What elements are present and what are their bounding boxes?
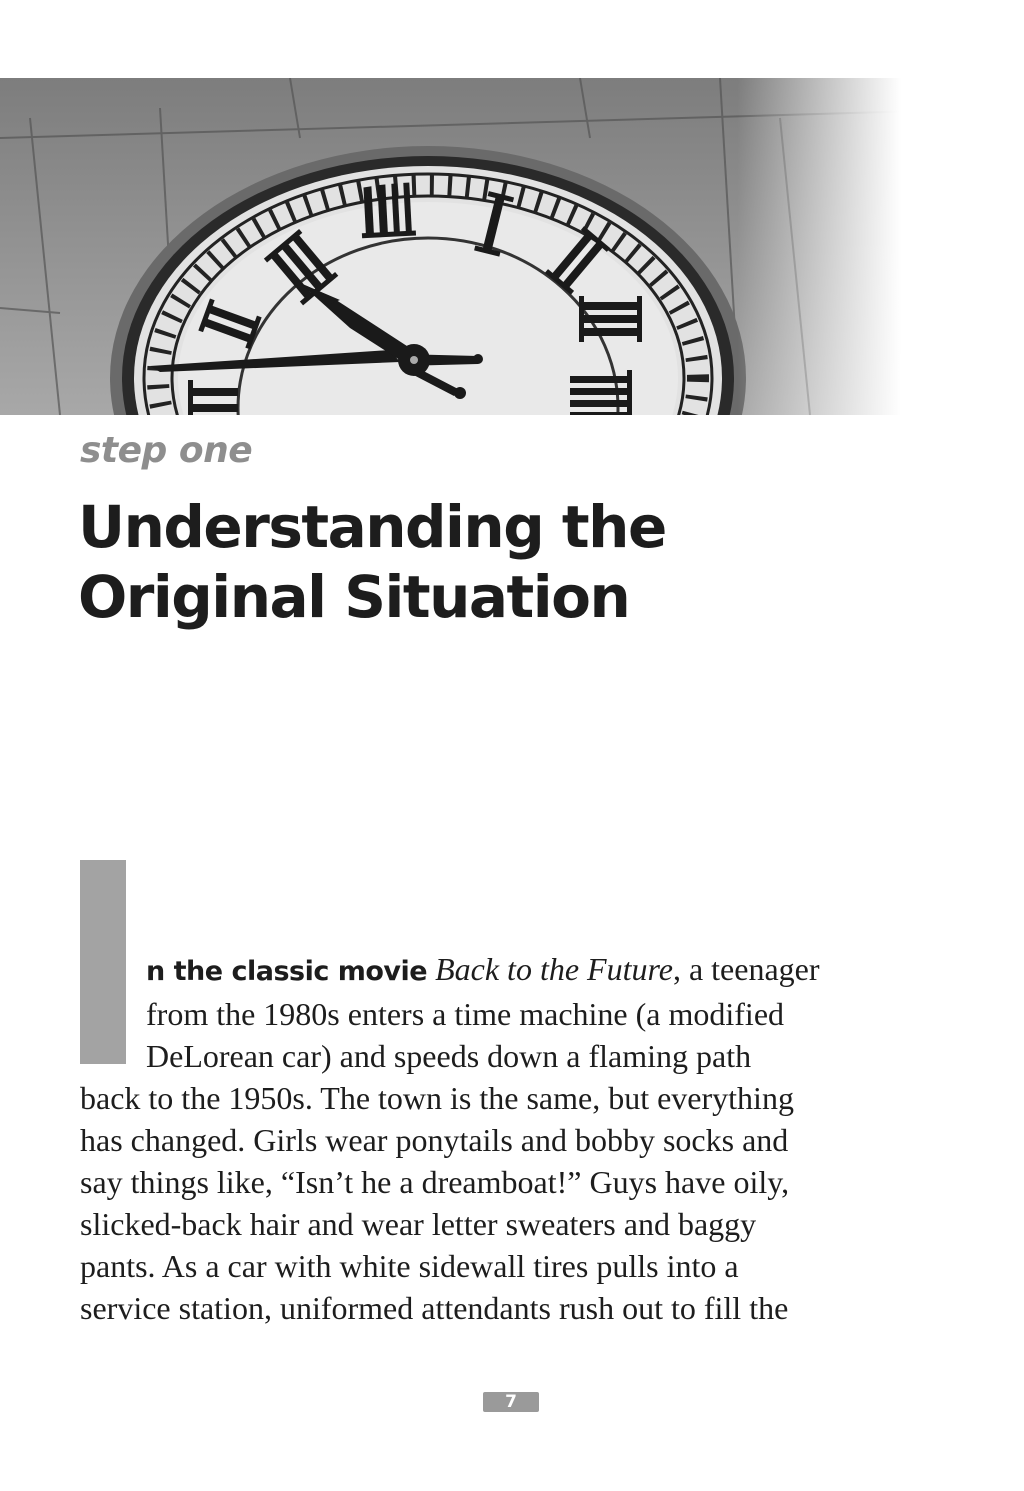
chapter-title bbox=[78, 492, 978, 632]
chapter-kicker: step one bbox=[80, 430, 253, 471]
body-line: service station, uniformed attendants rush out to fill the bbox=[80, 1290, 789, 1326]
lead-in: n the classic movie bbox=[146, 956, 428, 987]
body-line: say things like, “Isn’t he a dreamboat!” Guys have oily, bbox=[80, 1164, 790, 1200]
drop-cap-letter bbox=[80, 860, 81, 861]
body-line: from the 1980s enters a time machine (a modified bbox=[146, 996, 785, 1032]
body-line: has changed. Girls wear ponytails and bobby socks and bbox=[80, 1122, 789, 1158]
chapter-title-line-2: Original Situation bbox=[78, 563, 630, 631]
movie-title: Back to the Future bbox=[435, 951, 673, 987]
body-line-text: , a teenager bbox=[672, 951, 820, 987]
clock-tower-image bbox=[0, 78, 1024, 415]
body-line bbox=[80, 948, 950, 993]
body-line: back to the 1950s. The town is the same, but everything bbox=[80, 1080, 794, 1116]
body-line: slicked-back hair and wear letter sweaters and baggy bbox=[80, 1206, 757, 1242]
body-paragraph bbox=[80, 948, 950, 1329]
body-line: pants. As a car with white sidewall tires pulls into a bbox=[80, 1248, 739, 1284]
chapter-title-line-1: Understanding the bbox=[78, 493, 666, 561]
body-line: DeLorean car) and speeds down a flaming path bbox=[146, 1038, 752, 1074]
page-number: 7 bbox=[483, 1392, 539, 1412]
